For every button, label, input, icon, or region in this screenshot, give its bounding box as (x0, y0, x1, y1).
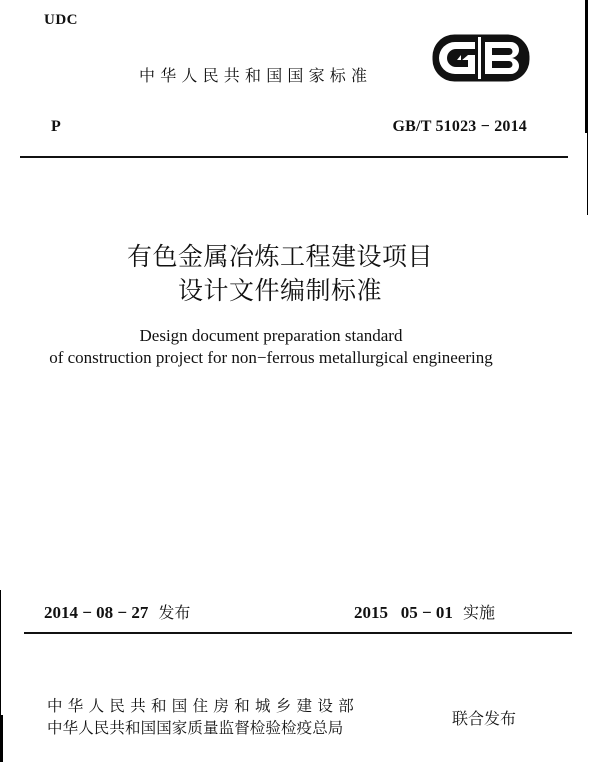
footer-divider (24, 632, 572, 634)
standard-number: GB/T 51023 − 2014 (392, 118, 527, 135)
effective-date-block (354, 600, 495, 623)
joint-issue-label: 联合发布 (452, 709, 517, 728)
scan-edge-left-thick (0, 715, 3, 762)
authority-1: 中华人民共和国住房和城乡建设部 (47, 697, 360, 715)
issue-date: 2014 − 08 − 27 (44, 603, 149, 622)
header-divider (20, 156, 568, 158)
title-chinese-line-2: 设计文件编制标准 (177, 276, 382, 305)
scan-edge-right-thick (585, 0, 588, 133)
effective-label: 实施 (462, 603, 495, 622)
authority-2: 中华人民共和国国家质量监督检验检疫总局 (47, 719, 344, 737)
issue-date-block (44, 600, 190, 623)
gb-logo-icon (431, 33, 531, 83)
scan-edge-left-thin (0, 590, 1, 715)
issue-label: 发布 (158, 603, 191, 622)
issuer-title: 中华人民共和国国家标准 (139, 66, 373, 85)
title-english-line-2: of construction project for non−ferrous metallurgical engineering (49, 348, 493, 367)
classification-code: P (51, 118, 61, 135)
title-chinese-line-1: 有色金属冶炼工程建设项目 (126, 242, 433, 271)
title-english-line-1: Design document preparation standard (139, 326, 403, 345)
udc-label: UDC (44, 12, 78, 28)
effective-date: 2015 05 − 01 (354, 603, 453, 622)
issuing-authorities (47, 695, 359, 739)
scan-edge-right-thin (587, 133, 588, 215)
